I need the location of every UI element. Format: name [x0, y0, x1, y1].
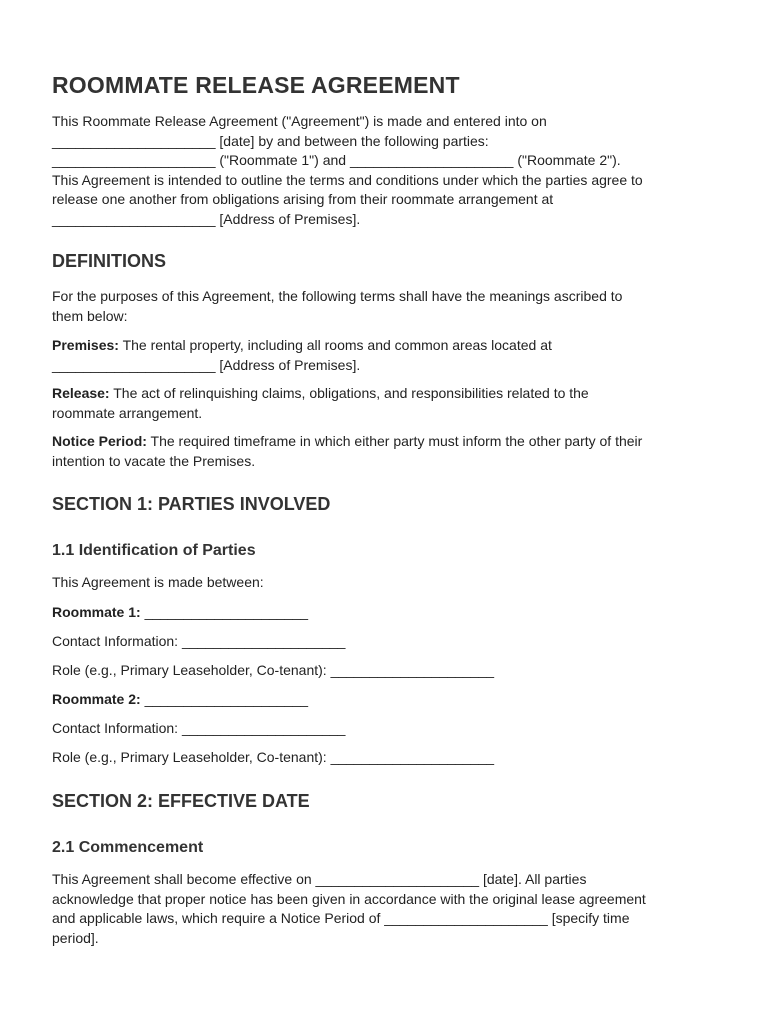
roommate2-contact: Contact Information: _____________________	[52, 720, 346, 736]
definitions-lead	[52, 287, 722, 326]
roommate1-label: Roommate 1:	[52, 604, 141, 620]
section1-heading: SECTION 1: PARTIES INVOLVED	[52, 494, 331, 514]
definition-term: Notice Period:	[52, 433, 147, 449]
definition-text: intention to vacate the Premises.	[52, 452, 256, 469]
intro-paragraph	[52, 112, 722, 230]
section2-body-line: This Agreement shall become effective on _____________________ [date]. All parties	[52, 871, 587, 887]
section1-subheading: 1.1 Identification of Parties	[52, 542, 256, 559]
definition-release	[52, 384, 722, 423]
definition-term: Premises:	[52, 337, 119, 353]
section2-heading: SECTION 2: EFFECTIVE DATE	[52, 791, 310, 811]
roommate1-blank: _____________________	[140, 604, 309, 620]
intro-line: This Agreement is intended to outline the terms and conditions under which the parties agree to	[52, 171, 643, 188]
roommate2-role: Role (e.g., Primary Leaseholder, Co-tenant): _____________________	[52, 749, 495, 765]
section2-body	[52, 870, 722, 948]
roommate1-contact: Contact Information: _____________________	[52, 633, 346, 649]
definition-text: roommate arrangement.	[52, 404, 203, 421]
section2-subheading: 2.1 Commencement	[52, 839, 204, 856]
definitions-heading: DEFINITIONS	[52, 251, 167, 271]
section2-body-line: and applicable laws, which require a Notice Period of _____________________ [specify time	[52, 910, 630, 927]
intro-line: This Roommate Release Agreement ("Agreement") is made and entered into on	[52, 113, 547, 129]
roommate2-line	[52, 690, 722, 710]
definition-text: The act of relinquishing claims, obligations, and responsibilities related to the	[109, 385, 589, 401]
intro-line: _____________________ [Address of Premises].	[52, 210, 361, 227]
definition-text: _____________________ [Address of Premises].	[52, 356, 361, 373]
definition-text: The required timeframe in which either party must inform the other party of their	[146, 433, 643, 449]
roommate2-label: Roommate 2:	[52, 691, 141, 707]
intro-line: release one another from obligations arising from their roommate arrangement at	[52, 191, 554, 208]
intro-line: _____________________ ("Roommate 1") and _____________________ ("Roommate 2").	[52, 152, 621, 169]
definition-premises	[52, 336, 722, 375]
definitions-lead-line: For the purposes of this Agreement, the following terms shall have the meanings ascribed to	[52, 288, 623, 304]
roommate1-line	[52, 603, 722, 623]
definition-term: Release:	[52, 385, 110, 401]
roommate2-blank: _____________________	[140, 691, 309, 707]
definition-text: The rental property, including all rooms and common areas located at	[118, 337, 552, 353]
document-title: ROOMMATE RELEASE AGREEMENT	[52, 72, 460, 98]
definitions-lead-line: them below:	[52, 307, 128, 324]
section2-body-line: period].	[52, 929, 99, 946]
section2-body-line: acknowledge that proper notice has been given in accordance with the original lease agreement	[52, 890, 646, 907]
section1-lead: This Agreement is made between:	[52, 574, 264, 590]
intro-line: _____________________ [date] by and between the following parties:	[52, 132, 489, 149]
roommate1-role: Role (e.g., Primary Leaseholder, Co-tenant): _____________________	[52, 662, 495, 678]
definition-notice-period	[52, 432, 722, 471]
